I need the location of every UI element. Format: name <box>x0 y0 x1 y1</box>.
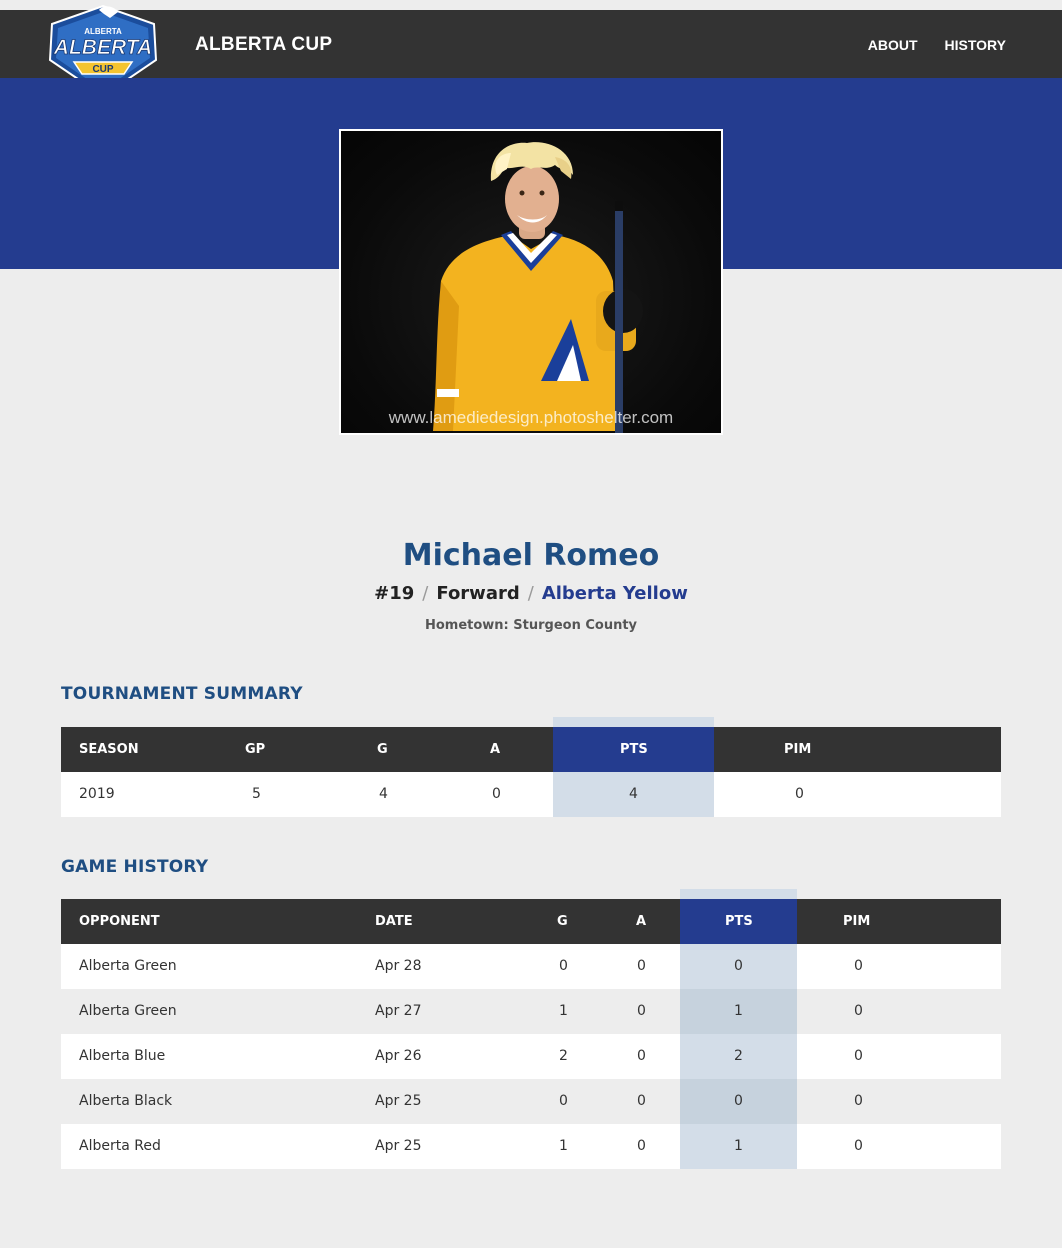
pim-cell: 0 <box>795 786 804 802</box>
tournament-summary-title: TOURNAMENT SUMMARY <box>61 684 303 704</box>
pts-cell: 0 <box>734 1093 743 1109</box>
g-cell: 0 <box>559 958 568 974</box>
g-cell: 1 <box>559 1138 568 1154</box>
date-cell: Apr 28 <box>375 958 422 974</box>
table-row <box>61 989 1001 1034</box>
column-header-season[interactable]: SEASON <box>79 742 139 757</box>
table-row <box>61 772 1001 817</box>
table-row <box>61 944 1001 989</box>
game-history-title: GAME HISTORY <box>61 857 209 877</box>
a-cell: 0 <box>637 1138 646 1154</box>
column-header-a[interactable]: A <box>636 914 647 929</box>
g-cell: 4 <box>379 786 388 802</box>
a-cell: 0 <box>637 1093 646 1109</box>
date-cell: Apr 25 <box>375 1093 422 1109</box>
table-header-row <box>61 727 1001 772</box>
player-number: #19 <box>374 583 415 604</box>
main-nav <box>868 37 1006 53</box>
column-header-g[interactable]: G <box>377 742 388 757</box>
game-history-table <box>61 889 1001 1169</box>
pim-cell: 0 <box>854 1003 863 1019</box>
logo-main-text: ALBERTA <box>53 36 153 59</box>
player-photo-frame <box>339 129 723 435</box>
column-header-pim[interactable]: PIM <box>784 742 812 757</box>
nav-about-link[interactable]: ABOUT <box>867 37 918 53</box>
opponent-cell[interactable]: Alberta Green <box>79 1003 177 1019</box>
player-name: Michael Romeo <box>402 538 660 573</box>
pts-cell: 0 <box>734 958 743 974</box>
player-team-link[interactable]: Alberta Yellow <box>541 583 688 604</box>
pim-cell: 0 <box>854 1138 863 1154</box>
pim-cell: 0 <box>854 958 863 974</box>
opponent-cell[interactable]: Alberta Blue <box>79 1048 166 1064</box>
column-header-pts[interactable]: PTS <box>725 914 753 929</box>
logo-top-text: ALBERTA <box>84 27 122 36</box>
opponent-cell[interactable]: Alberta Green <box>79 958 177 974</box>
date-cell: Apr 25 <box>375 1138 422 1154</box>
photo-watermark: www.lamediedesign.photoshelter.com <box>388 408 674 427</box>
a-cell: 0 <box>637 1048 646 1064</box>
a-cell: 0 <box>637 958 646 974</box>
column-header-g[interactable]: G <box>557 914 568 929</box>
pts-cell: 4 <box>629 786 638 802</box>
logo-cup-text: CUP <box>92 64 114 75</box>
pts-cell: 2 <box>734 1048 743 1064</box>
opponent-cell[interactable]: Alberta Red <box>79 1138 161 1154</box>
column-header-gp[interactable]: GP <box>245 742 266 757</box>
pts-cell: 1 <box>734 1003 743 1019</box>
column-header-date[interactable]: DATE <box>375 914 413 929</box>
pim-cell: 0 <box>854 1048 863 1064</box>
column-header-pim[interactable]: PIM <box>843 914 871 929</box>
meta-separator: / <box>422 583 429 604</box>
table-row <box>61 1079 1001 1124</box>
nav-history-link[interactable]: HISTORY <box>944 37 1006 53</box>
pim-cell: 0 <box>854 1093 863 1109</box>
season-cell: 2019 <box>79 786 115 802</box>
gp-cell: 5 <box>252 786 261 802</box>
site-title[interactable]: ALBERTA CUP <box>195 34 333 55</box>
a-cell: 0 <box>637 1003 646 1019</box>
meta-separator: / <box>527 583 534 604</box>
player-photo-illustration <box>341 131 721 433</box>
pts-column-highlight-top <box>680 889 797 899</box>
player-meta <box>0 583 1062 604</box>
opponent-cell[interactable]: Alberta Black <box>79 1093 173 1109</box>
pts-column-highlight-top <box>553 717 714 727</box>
g-cell: 1 <box>559 1003 568 1019</box>
a-cell: 0 <box>492 786 501 802</box>
table-row <box>61 1034 1001 1079</box>
column-header-a[interactable]: A <box>490 742 501 757</box>
g-cell: 0 <box>559 1093 568 1109</box>
player-hometown: Hometown: Sturgeon County <box>424 618 638 633</box>
tournament-summary-table <box>61 717 1001 817</box>
column-header-pts[interactable]: PTS <box>620 742 648 757</box>
player-photo <box>341 131 721 433</box>
g-cell: 2 <box>559 1048 568 1064</box>
date-cell: Apr 26 <box>375 1048 422 1064</box>
table-header-row <box>61 899 1001 944</box>
date-cell: Apr 27 <box>375 1003 422 1019</box>
player-position: Forward <box>436 583 520 604</box>
table-row <box>61 1124 1001 1169</box>
pts-cell: 1 <box>734 1138 743 1154</box>
column-header-opponent[interactable]: OPPONENT <box>79 914 160 929</box>
